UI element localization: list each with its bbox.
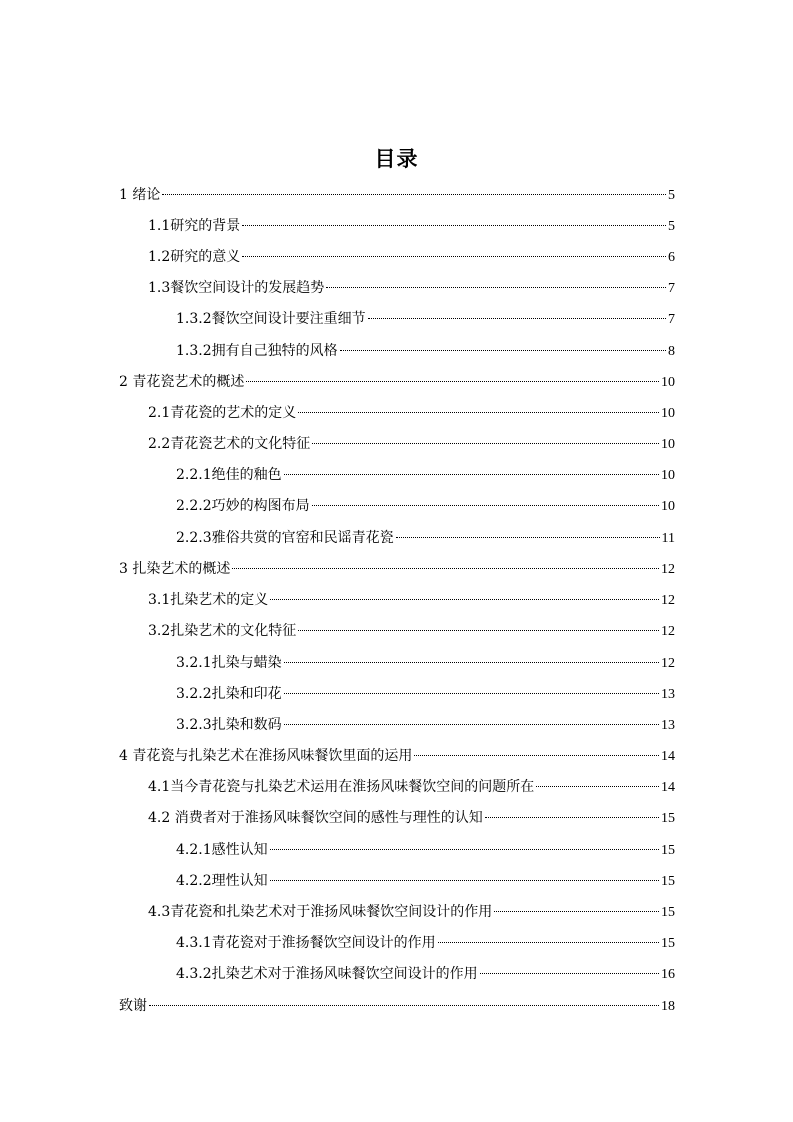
toc-entry-page: 10 <box>661 375 675 390</box>
dot-leader <box>242 225 666 226</box>
toc-entry-subsection-3-2-2[interactable] <box>176 679 675 709</box>
toc-entry-subsection-1-3-2a[interactable] <box>176 304 675 334</box>
toc-entry-page: 12 <box>661 656 675 671</box>
toc-entry-label: 1.3.2拥有自己独特的风格 <box>176 343 338 359</box>
dot-leader <box>536 786 659 787</box>
toc-entry-page: 7 <box>668 281 675 296</box>
dot-leader <box>480 973 659 974</box>
toc-entry-subsection-4-2-2[interactable] <box>176 866 675 896</box>
toc-entry-chapter-4[interactable] <box>119 741 675 771</box>
dot-leader <box>270 599 659 600</box>
toc-entry-section-4-3[interactable] <box>148 897 675 927</box>
dot-leader <box>284 474 659 475</box>
toc-entry-page: 15 <box>661 811 675 826</box>
toc-entry-label: 4 青花瓷与扎染艺术在淮扬风味餐饮里面的运用 <box>119 748 413 764</box>
toc-entry-label: 2.2.1绝佳的釉色 <box>176 467 282 483</box>
toc-entry-label: 3 扎染艺术的概述 <box>119 561 231 577</box>
toc-entry-page: 10 <box>661 468 675 483</box>
dot-leader <box>485 817 659 818</box>
toc-entry-section-1-2[interactable] <box>148 242 675 272</box>
toc-entry-label: 3.2.2扎染和印花 <box>176 686 282 702</box>
dot-leader <box>312 443 659 444</box>
toc-entry-subsection-4-2-1[interactable] <box>176 835 675 865</box>
dot-leader <box>414 755 659 756</box>
toc-entry-page: 12 <box>661 624 675 639</box>
dot-leader <box>298 630 659 631</box>
toc-entry-page: 5 <box>668 188 675 203</box>
page-title: 目录 <box>374 147 419 171</box>
toc-entry-page: 13 <box>661 687 675 702</box>
dot-leader <box>396 537 660 538</box>
toc-entry-subsection-4-3-1[interactable] <box>176 928 675 958</box>
dot-leader <box>494 911 659 912</box>
dot-leader <box>270 880 659 881</box>
toc-entry-page: 5 <box>668 219 675 234</box>
toc-entry-label: 4.3青花瓷和扎染艺术对于淮扬风味餐饮空间设计的作用 <box>148 904 493 920</box>
dot-leader <box>340 350 666 351</box>
toc-entry-label: 4.2 消费者对于淮扬风味餐饮空间的感性与理性的认知 <box>148 810 483 826</box>
dot-leader <box>232 568 659 569</box>
dot-leader <box>312 505 659 506</box>
toc-entry-section-2-1[interactable] <box>148 398 675 428</box>
toc-entry-page: 15 <box>661 874 675 889</box>
toc-entry-subsection-2-2-3[interactable] <box>176 523 675 553</box>
toc-entry-page: 13 <box>661 718 675 733</box>
toc-entry-page: 6 <box>668 250 675 265</box>
toc-entry-label: 1 绪论 <box>119 187 161 203</box>
toc-entry-label: 致谢 <box>119 998 147 1014</box>
toc-entry-page: 14 <box>661 749 675 764</box>
dot-leader <box>368 318 666 319</box>
toc-entry-page: 18 <box>661 999 675 1014</box>
toc-entry-label: 2.2.3雅俗共赏的官窑和民谣青花瓷 <box>176 530 394 546</box>
toc-entry-page: 10 <box>661 499 675 514</box>
toc-entry-section-2-2[interactable] <box>148 429 675 459</box>
dot-leader <box>326 287 666 288</box>
toc-entry-page: 7 <box>668 312 675 327</box>
dot-leader <box>438 942 659 943</box>
toc-entry-chapter-1[interactable] <box>119 180 675 210</box>
dot-leader <box>246 381 659 382</box>
toc-entry-section-4-1[interactable] <box>148 772 675 802</box>
toc-entry-label: 2 青花瓷艺术的概述 <box>119 374 245 390</box>
toc-entry-page: 8 <box>668 344 675 359</box>
toc-entry-subsection-2-2-1[interactable] <box>176 460 675 490</box>
toc-entry-chapter-3[interactable] <box>119 554 675 584</box>
toc-entry-label: 2.1青花瓷的艺术的定义 <box>148 405 297 421</box>
dot-leader <box>242 256 666 257</box>
dot-leader <box>298 412 659 413</box>
toc-entry-section-1-1[interactable] <box>148 211 675 241</box>
toc-entry-page: 10 <box>661 406 675 421</box>
toc-entry-subsection-3-2-1[interactable] <box>176 648 675 678</box>
toc-entry-page: 10 <box>661 437 675 452</box>
dot-leader <box>284 693 659 694</box>
toc-entry-page: 15 <box>661 843 675 858</box>
toc-entry-label: 1.1研究的背景 <box>148 218 241 234</box>
toc-entry-label: 4.3.2扎染艺术对于淮扬风味餐饮空间设计的作用 <box>176 966 478 982</box>
toc-entry-label: 1.3.2餐饮空间设计要注重细节 <box>176 311 366 327</box>
dot-leader <box>162 194 666 195</box>
toc-entry-label: 4.2.2理性认知 <box>176 873 268 889</box>
toc-entry-page: 14 <box>661 780 675 795</box>
toc-entry-subsection-4-3-2[interactable] <box>176 959 675 989</box>
toc-entry-label: 1.2研究的意义 <box>148 249 241 265</box>
dot-leader <box>149 1005 659 1006</box>
toc-entry-label: 3.2.1扎染与蜡染 <box>176 655 282 671</box>
toc-entry-section-1-3[interactable] <box>148 273 675 303</box>
toc-entry-section-4-2[interactable] <box>148 803 675 833</box>
dot-leader <box>270 849 659 850</box>
toc-entry-page: 15 <box>661 905 675 920</box>
toc-entry-label: 4.3.1青花瓷对于淮扬餐饮空间设计的作用 <box>176 935 436 951</box>
toc-entry-subsection-1-3-2b[interactable] <box>176 336 675 366</box>
toc-entry-page: 11 <box>661 531 675 546</box>
dot-leader <box>284 724 659 725</box>
toc-entry-label: 3.2.3扎染和数码 <box>176 717 282 733</box>
toc-entry-page: 12 <box>661 593 675 608</box>
toc-entry-section-3-1[interactable] <box>148 585 675 615</box>
toc-entry-label: 3.1扎染艺术的定义 <box>148 592 269 608</box>
toc-entry-subsection-3-2-3[interactable] <box>176 710 675 740</box>
toc-entry-chapter-2[interactable] <box>119 367 675 397</box>
toc-entry-label: 3.2扎染艺术的文化特征 <box>148 623 297 639</box>
toc-entry-label: 4.2.1感性认知 <box>176 842 268 858</box>
toc-entry-label: 2.2青花瓷艺术的文化特征 <box>148 436 311 452</box>
toc-entry-label: 4.1当今青花瓷与扎染艺术运用在淮扬风味餐饮空间的问题所在 <box>148 779 535 795</box>
toc-entry-label: 1.3餐饮空间设计的发展趋势 <box>148 280 325 296</box>
toc-entry-label: 2.2.2巧妙的构图布局 <box>176 498 310 514</box>
toc-entry-section-3-2[interactable] <box>148 616 675 646</box>
toc-entry-page: 16 <box>661 967 675 982</box>
toc-entry-acknowledgements[interactable] <box>119 991 675 1021</box>
toc-entry-page: 15 <box>661 936 675 951</box>
toc-entry-page: 12 <box>661 562 675 577</box>
toc-entry-subsection-2-2-2[interactable] <box>176 491 675 521</box>
dot-leader <box>284 662 659 663</box>
